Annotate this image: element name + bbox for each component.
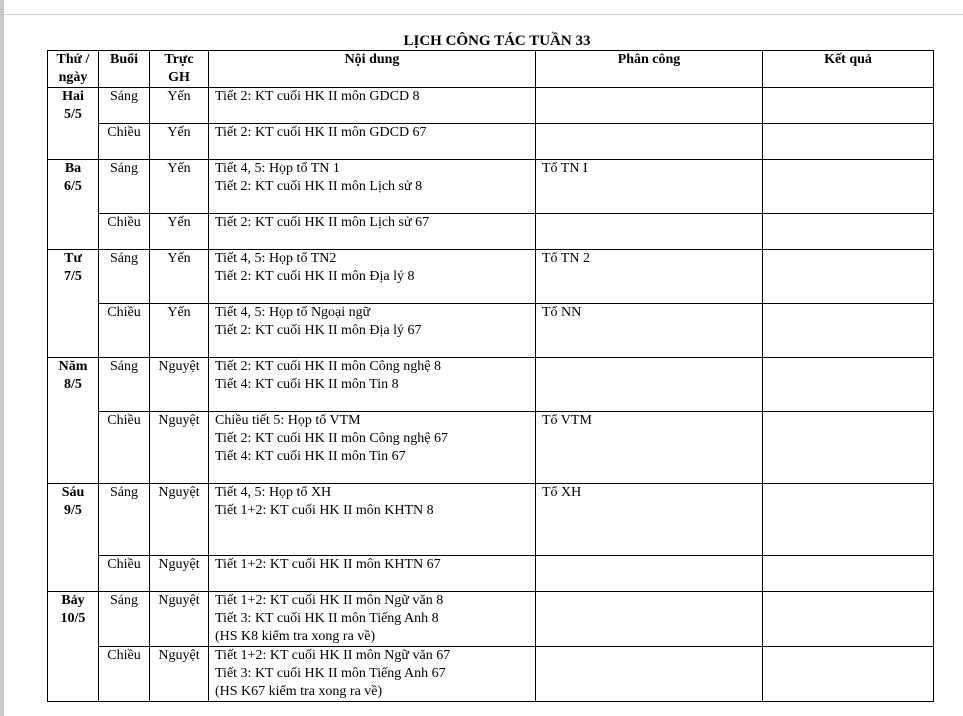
content-line: Tiết 2: KT cuối HK II môn Công nghệ 8 [215, 359, 441, 374]
content-line: Tiết 2: KT cuối HK II môn Lịch sử 8 [215, 179, 423, 194]
assignment-cell: Tổ VTM [536, 412, 763, 484]
assignment-cell [536, 88, 763, 124]
duty-cell: Yến [150, 88, 209, 124]
result-cell [763, 592, 934, 647]
assignment-cell: Tổ XH [536, 484, 763, 556]
content-cell [209, 160, 536, 214]
day-date: 9/5 [64, 503, 82, 518]
day-cell [48, 160, 99, 250]
content-line: Tiết 2: KT cuối HK II môn Địa lý 67 [215, 323, 422, 338]
content-line: Tiết 2: KT cuối HK II môn GDCD 8 [215, 89, 420, 104]
content-cell [209, 250, 536, 304]
table-row [48, 88, 934, 124]
day-name: Tư [64, 251, 82, 266]
duty-cell: Yến [150, 250, 209, 304]
content-line: Tiết 1+2: KT cuối HK II môn KHTN 67 [215, 557, 441, 572]
day-cell [48, 484, 99, 592]
content-line: Tiết 4: KT cuối HK II môn Tin 67 [215, 449, 406, 464]
table-row [48, 160, 934, 214]
content-line: Tiết 4: KT cuối HK II môn Tin 8 [215, 377, 399, 392]
content-cell [209, 214, 536, 250]
day-cell [48, 358, 99, 484]
session-cell: Sáng [99, 88, 150, 124]
session-cell: Sáng [99, 484, 150, 556]
session-cell: Sáng [99, 592, 150, 647]
table-row [48, 592, 934, 647]
content-line: Tiết 4, 5: Họp tổ TN2 [215, 251, 337, 266]
content-cell [209, 412, 536, 484]
header-duty-line-1: Trực [164, 52, 194, 67]
result-cell [763, 556, 934, 592]
session-cell: Chiều [99, 412, 150, 484]
result-cell [763, 250, 934, 304]
header-assignment: Phân công [536, 51, 763, 88]
assignment-cell [536, 214, 763, 250]
assignment-cell [536, 556, 763, 592]
result-cell [763, 484, 934, 556]
content-line: Tiết 2: KT cuối HK II môn Lịch sử 67 [215, 215, 430, 230]
content-cell [209, 124, 536, 160]
table-row [48, 250, 934, 304]
content-cell [209, 556, 536, 592]
day-date: 6/5 [64, 179, 82, 194]
assignment-cell: Tổ NN [536, 304, 763, 358]
table-row [48, 214, 934, 250]
content-cell [209, 88, 536, 124]
table-row [48, 358, 934, 412]
content-line: Tiết 1+2: KT cuối HK II môn KHTN 8 [215, 503, 434, 518]
duty-cell: Yến [150, 304, 209, 358]
result-cell [763, 412, 934, 484]
session-cell: Sáng [99, 358, 150, 412]
content-line: Tiết 1+2: KT cuối HK II môn Ngữ văn 67 [215, 648, 451, 663]
content-line: Tiết 2: KT cuối HK II môn Địa lý 8 [215, 269, 415, 284]
duty-cell: Nguyệt [150, 556, 209, 592]
duty-cell: Yến [150, 124, 209, 160]
header-content: Nội dung [209, 51, 536, 88]
table-row [48, 556, 934, 592]
result-cell [763, 647, 934, 702]
content-line: Tiết 3: KT cuối HK II môn Tiếng Anh 67 [215, 666, 446, 681]
day-cell [48, 250, 99, 358]
day-name: Ba [64, 161, 82, 176]
session-cell: Sáng [99, 250, 150, 304]
content-cell [209, 592, 536, 647]
table-row [48, 304, 934, 358]
session-cell: Chiều [99, 124, 150, 160]
session-cell: Chiều [99, 647, 150, 702]
schedule-table [47, 50, 934, 702]
duty-cell: Nguyệt [150, 412, 209, 484]
assignment-cell [536, 358, 763, 412]
duty-cell: Nguyệt [150, 358, 209, 412]
result-cell [763, 88, 934, 124]
content-cell [209, 304, 536, 358]
schedule-body [48, 88, 934, 702]
header-result: Kết quả [763, 51, 934, 88]
content-cell [209, 484, 536, 556]
session-cell: Chiều [99, 214, 150, 250]
day-date: 7/5 [64, 269, 82, 284]
assignment-cell [536, 124, 763, 160]
content-line: Tiết 4, 5: Họp tổ XH [215, 485, 332, 500]
assignment-cell: Tổ TN I [536, 160, 763, 214]
content-line: (HS K8 kiểm tra xong ra về) [215, 629, 376, 644]
day-name: Năm [58, 359, 88, 374]
table-header-row [48, 51, 934, 88]
content-cell [209, 358, 536, 412]
day-date: 8/5 [64, 377, 82, 392]
day-name: Hai [62, 89, 84, 104]
result-cell [763, 358, 934, 412]
header-duty-line-2: GH [168, 70, 190, 85]
duty-cell: Nguyệt [150, 592, 209, 647]
header-day [48, 51, 99, 88]
result-cell [763, 124, 934, 160]
header-session: Buổi [99, 51, 150, 88]
header-day-line-2: ngày [58, 70, 88, 85]
content-line: Tiết 1+2: KT cuối HK II môn Ngữ văn 8 [215, 593, 444, 608]
document-title: LỊCH CÔNG TÁC TUẦN 33 [403, 33, 591, 49]
table-row [48, 412, 934, 484]
day-name: Sáu [61, 485, 85, 500]
day-cell [48, 88, 99, 160]
content-line: Tiết 3: KT cuối HK II môn Tiếng Anh 8 [215, 611, 439, 626]
duty-cell: Yến [150, 214, 209, 250]
session-cell: Chiều [99, 304, 150, 358]
table-row [48, 647, 934, 702]
day-cell [48, 592, 99, 702]
result-cell [763, 160, 934, 214]
header-duty [150, 51, 209, 88]
content-cell [209, 647, 536, 702]
assignment-cell [536, 592, 763, 647]
result-cell [763, 304, 934, 358]
table-row [48, 124, 934, 160]
page-top-margin [0, 0, 963, 15]
page-left-edge [0, 0, 4, 716]
table-row [48, 484, 934, 556]
duty-cell: Nguyệt [150, 647, 209, 702]
assignment-cell [536, 647, 763, 702]
day-name: Bảy [61, 593, 85, 608]
session-cell: Chiều [99, 556, 150, 592]
session-cell: Sáng [99, 160, 150, 214]
content-line: Tiết 4, 5: Họp tổ Ngoại ngữ [215, 305, 371, 320]
day-date: 5/5 [64, 107, 82, 122]
day-date: 10/5 [60, 611, 86, 626]
header-day-line-1: Thứ / [56, 52, 90, 67]
duty-cell: Nguyệt [150, 484, 209, 556]
content-line: Tiết 4, 5: Họp tổ TN 1 [215, 161, 340, 176]
content-line: Chiều tiết 5: Họp tổ VTM [215, 413, 361, 428]
assignment-cell: Tổ TN 2 [536, 250, 763, 304]
result-cell [763, 214, 934, 250]
duty-cell: Yến [150, 160, 209, 214]
content-line: (HS K67 kiểm tra xong ra về) [215, 684, 383, 699]
content-line: Tiết 2: KT cuối HK II môn Công nghệ 67 [215, 431, 448, 446]
content-line: Tiết 2: KT cuối HK II môn GDCD 67 [215, 125, 427, 140]
